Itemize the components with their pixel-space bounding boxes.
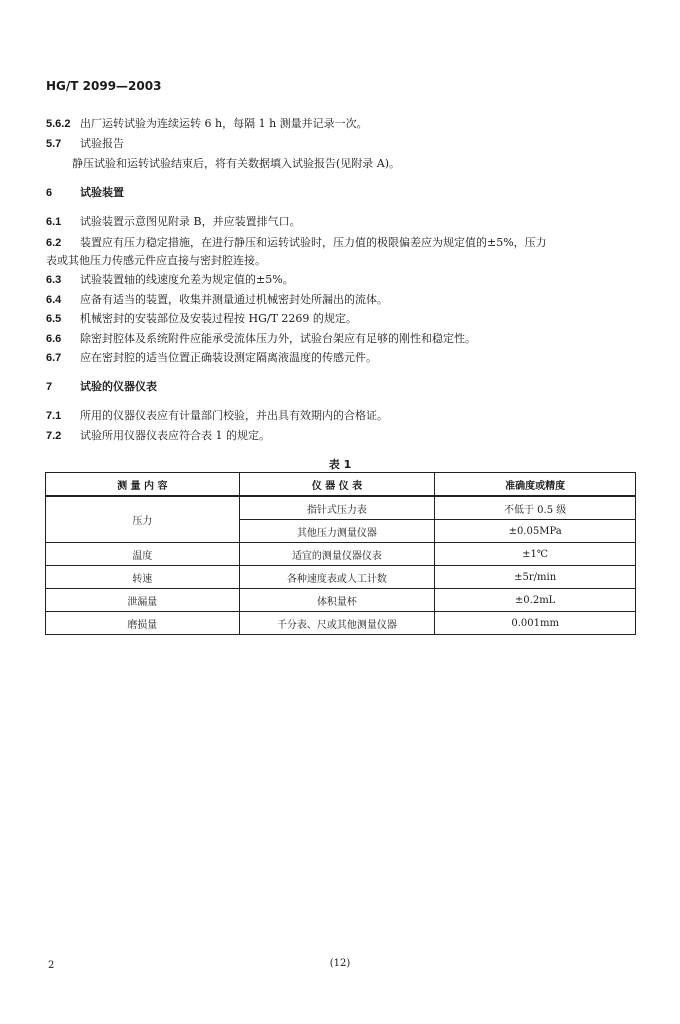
clause-text: 所用的仪器仪表应有计量部门校验，并出具有效期内的合格证。 (80, 409, 388, 422)
cell-content: 磨损量 (46, 612, 240, 635)
clause-text: 试验装置示意图见附录 B，并应装置排气口。 (80, 215, 301, 228)
section-6-heading (46, 186, 124, 200)
clause-6-6 (46, 332, 476, 346)
clause-text: 应备有适当的装置，收集并测量通过机械密封处所漏出的流体。 (80, 293, 388, 306)
section-number: 6 (46, 187, 53, 199)
section-title: 试验装置 (80, 186, 124, 199)
page-number: 2 (48, 960, 55, 971)
header-accuracy: 准确度或精度 (435, 473, 636, 497)
cell-instrument: 其他压力测量仪器 (239, 520, 435, 543)
cell-accuracy: 0.001mm (435, 612, 636, 635)
clause-number: 6.7 (46, 352, 62, 364)
clause-text: 静压试验和运转试验结束后，将有关数据填入试验报告(见附录 A)。 (72, 157, 401, 170)
clause-6-7 (46, 351, 377, 365)
clause-number: 7.2 (46, 430, 62, 442)
table-caption: 表 1 (328, 458, 352, 471)
clause-number: 5.7 (46, 138, 62, 150)
page-marker: (12) (329, 958, 351, 969)
table-row (46, 566, 636, 589)
cell-content: 泄漏量 (46, 589, 240, 612)
section-7-heading (46, 380, 157, 394)
clause-number: 6.4 (46, 294, 62, 306)
clause-number: 6.3 (46, 274, 62, 286)
cell-instrument: 各种速度表或人工计数 (239, 566, 435, 589)
clause-number: 6.2 (46, 237, 62, 249)
clause-5-6-2 (46, 117, 368, 131)
clause-6-5 (46, 312, 357, 326)
cell-instrument: 体积量杯 (239, 589, 435, 612)
cell-instrument: 适宜的测量仪器仪表 (239, 543, 435, 566)
clause-6-2-continued (46, 254, 266, 268)
clause-text: 除密封腔体及系统附件应能承受流体压力外，试验台架应有足够的刚性和稳定性。 (80, 332, 476, 345)
header-measurement: 测 量 内 容 (46, 473, 240, 497)
clause-7-2 (46, 429, 270, 443)
table-row (46, 589, 636, 612)
section-number: 7 (46, 381, 53, 393)
clause-5-7 (46, 137, 124, 151)
table-row (46, 496, 636, 520)
clause-6-2 (46, 236, 547, 250)
section-title: 试验的仪器仪表 (80, 380, 157, 393)
clause-text: 出厂运转试验为连续运转 6 h，每隔 1 h 测量并记录一次。 (80, 117, 368, 130)
clause-text: 试验装置轴的线速度允差为规定值的±5%。 (80, 273, 294, 286)
clause-text: 应在密封腔的适当位置正确装设测定隔离液温度的传感元件。 (80, 351, 377, 364)
instrument-table (45, 472, 636, 635)
header-instrument: 仪 器 仪 表 (239, 473, 435, 497)
cell-content: 压力 (46, 496, 240, 543)
clause-number: 6.6 (46, 333, 62, 345)
clause-number: 6.1 (46, 216, 62, 228)
table-header-row (46, 473, 636, 497)
clause-text: 表或其他压力传感元件应直接与密封腔连接。 (46, 254, 266, 267)
cell-instrument: 指针式压力表 (239, 496, 435, 520)
clause-6-3 (46, 273, 294, 287)
cell-accuracy: ±1℃ (435, 543, 636, 566)
clause-text: 机械密封的安装部位及安装过程按 HG/T 2269 的规定。 (80, 312, 357, 325)
clause-number: 5.6.2 (46, 118, 71, 130)
clause-5-7-body (72, 157, 400, 171)
clause-text: 试验所用仪器仪表应符合表 1 的规定。 (80, 429, 270, 442)
clause-number: 7.1 (46, 410, 62, 422)
clause-number: 6.5 (46, 313, 62, 325)
cell-accuracy: ±0.2mL (435, 589, 636, 612)
cell-accuracy: ±5r/min (435, 566, 636, 589)
table-row (46, 612, 636, 635)
cell-instrument: 千分表、尺或其他测量仪器 (239, 612, 435, 635)
cell-accuracy: 不低于 0.5 级 (435, 496, 636, 520)
clause-6-1 (46, 215, 301, 229)
table-row (46, 543, 636, 566)
standard-code-header: HG/T 2099—2003 (46, 79, 162, 93)
clause-text: 试验报告 (80, 137, 124, 150)
cell-content: 温度 (46, 543, 240, 566)
cell-accuracy: ±0.05MPa (435, 520, 636, 543)
clause-6-4 (46, 293, 388, 307)
clause-7-1 (46, 409, 388, 423)
clause-text: 装置应有压力稳定措施，在进行静压和运转试验时，压力值的极限偏差应为规定值的±5%，压力 (80, 236, 547, 249)
cell-content: 转速 (46, 566, 240, 589)
